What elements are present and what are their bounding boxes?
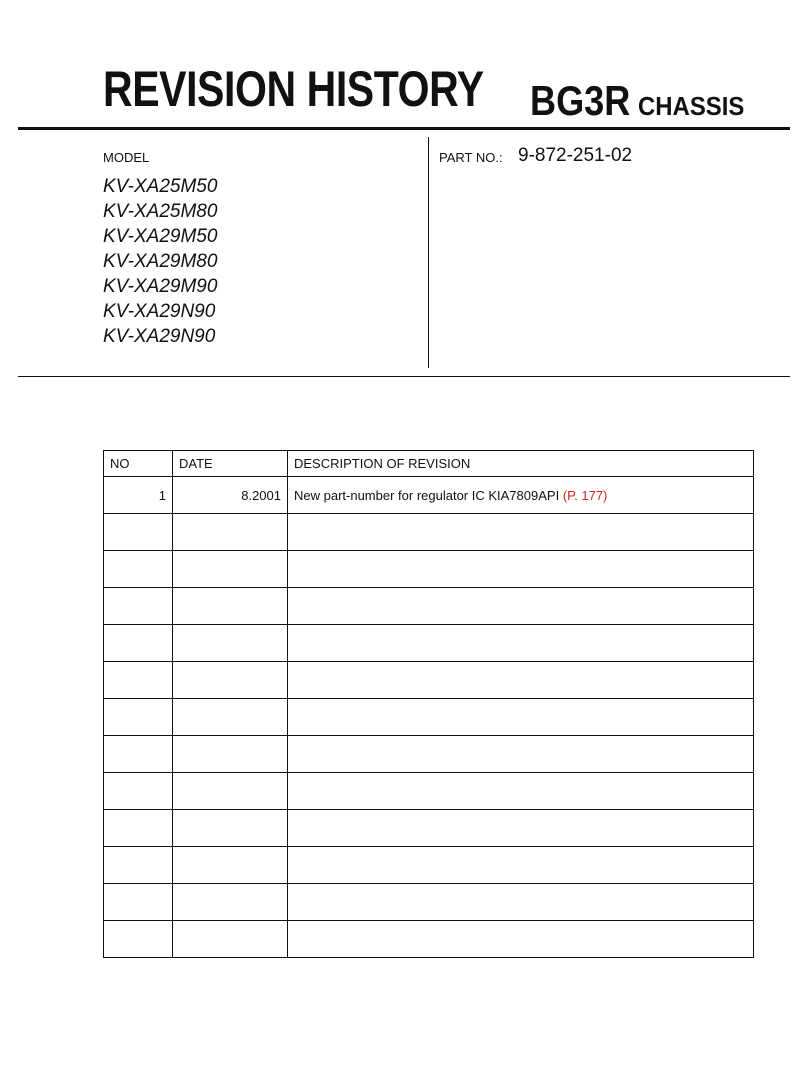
model-item: KV-XA25M80 [103, 201, 218, 222]
revision-date [173, 662, 288, 699]
section-rule [18, 376, 790, 377]
model-item: KV-XA29N90 [103, 301, 216, 322]
revision-number [104, 810, 173, 847]
revision-description-cell [288, 625, 754, 662]
revision-description-cell [288, 884, 754, 921]
revision-number [104, 514, 173, 551]
revision-description-cell [288, 847, 754, 884]
revision-description-cell [288, 810, 754, 847]
model-item: KV-XA29N90 [103, 326, 216, 347]
revision-description-cell [288, 588, 754, 625]
table-row [104, 847, 754, 884]
revision-date [173, 773, 288, 810]
revision-description-cell [288, 921, 754, 958]
revision-number [104, 551, 173, 588]
part-number-label: PART NO.: [439, 150, 503, 165]
revision-description-cell [288, 773, 754, 810]
revision-description: New part-number for regulator IC KIA7809API [294, 488, 560, 503]
revision-date [173, 921, 288, 958]
header-date: DATE [173, 451, 288, 477]
revision-number [104, 847, 173, 884]
revision-date [173, 736, 288, 773]
page-reference: (P. 177) [562, 488, 608, 503]
revision-description-cell [288, 699, 754, 736]
table-row [104, 921, 754, 958]
model-label: MODEL [103, 150, 150, 165]
revision-number [104, 699, 173, 736]
model-item: KV-XA25M50 [103, 176, 218, 197]
table-row [104, 625, 754, 662]
table-row [104, 514, 754, 551]
table-row [104, 477, 754, 514]
model-item: KV-XA29M90 [103, 276, 218, 297]
table-row [104, 588, 754, 625]
model-item: KV-XA29M80 [103, 251, 218, 272]
revision-rows [104, 477, 754, 958]
table-row [104, 810, 754, 847]
chassis-code: BG3R [530, 77, 631, 124]
revision-number [104, 884, 173, 921]
revision-description-cell [288, 551, 754, 588]
header-description: DESCRIPTION OF REVISION [288, 451, 754, 477]
part-number-value: 9-872-251-02 [518, 145, 633, 166]
revision-date [173, 810, 288, 847]
revision-date: 8.2001 [173, 477, 288, 514]
revision-description-cell [288, 662, 754, 699]
model-item: KV-XA29M50 [103, 226, 218, 247]
revision-description-cell [288, 477, 754, 514]
revision-date [173, 699, 288, 736]
revision-date [173, 588, 288, 625]
revision-description-cell [288, 736, 754, 773]
header-no: NO [104, 451, 173, 477]
page-title: REVISION HISTORY [103, 61, 484, 117]
revision-date [173, 625, 288, 662]
column-divider [428, 137, 429, 368]
table-row [104, 662, 754, 699]
table-header-row [104, 451, 754, 477]
header-rule [18, 127, 790, 130]
table-row [104, 551, 754, 588]
revision-number [104, 625, 173, 662]
revision-table [103, 450, 754, 958]
revision-number: 1 [104, 477, 173, 514]
table-row [104, 773, 754, 810]
revision-number [104, 588, 173, 625]
model-list [103, 174, 217, 349]
revision-number [104, 921, 173, 958]
revision-number [104, 736, 173, 773]
table-row [104, 736, 754, 773]
table-row [104, 884, 754, 921]
revision-date [173, 514, 288, 551]
revision-date [173, 847, 288, 884]
revision-number [104, 773, 173, 810]
revision-number [104, 662, 173, 699]
table-row [104, 699, 754, 736]
revision-date [173, 551, 288, 588]
revision-date [173, 884, 288, 921]
revision-description-cell [288, 514, 754, 551]
chassis-label: CHASSIS [638, 91, 745, 121]
